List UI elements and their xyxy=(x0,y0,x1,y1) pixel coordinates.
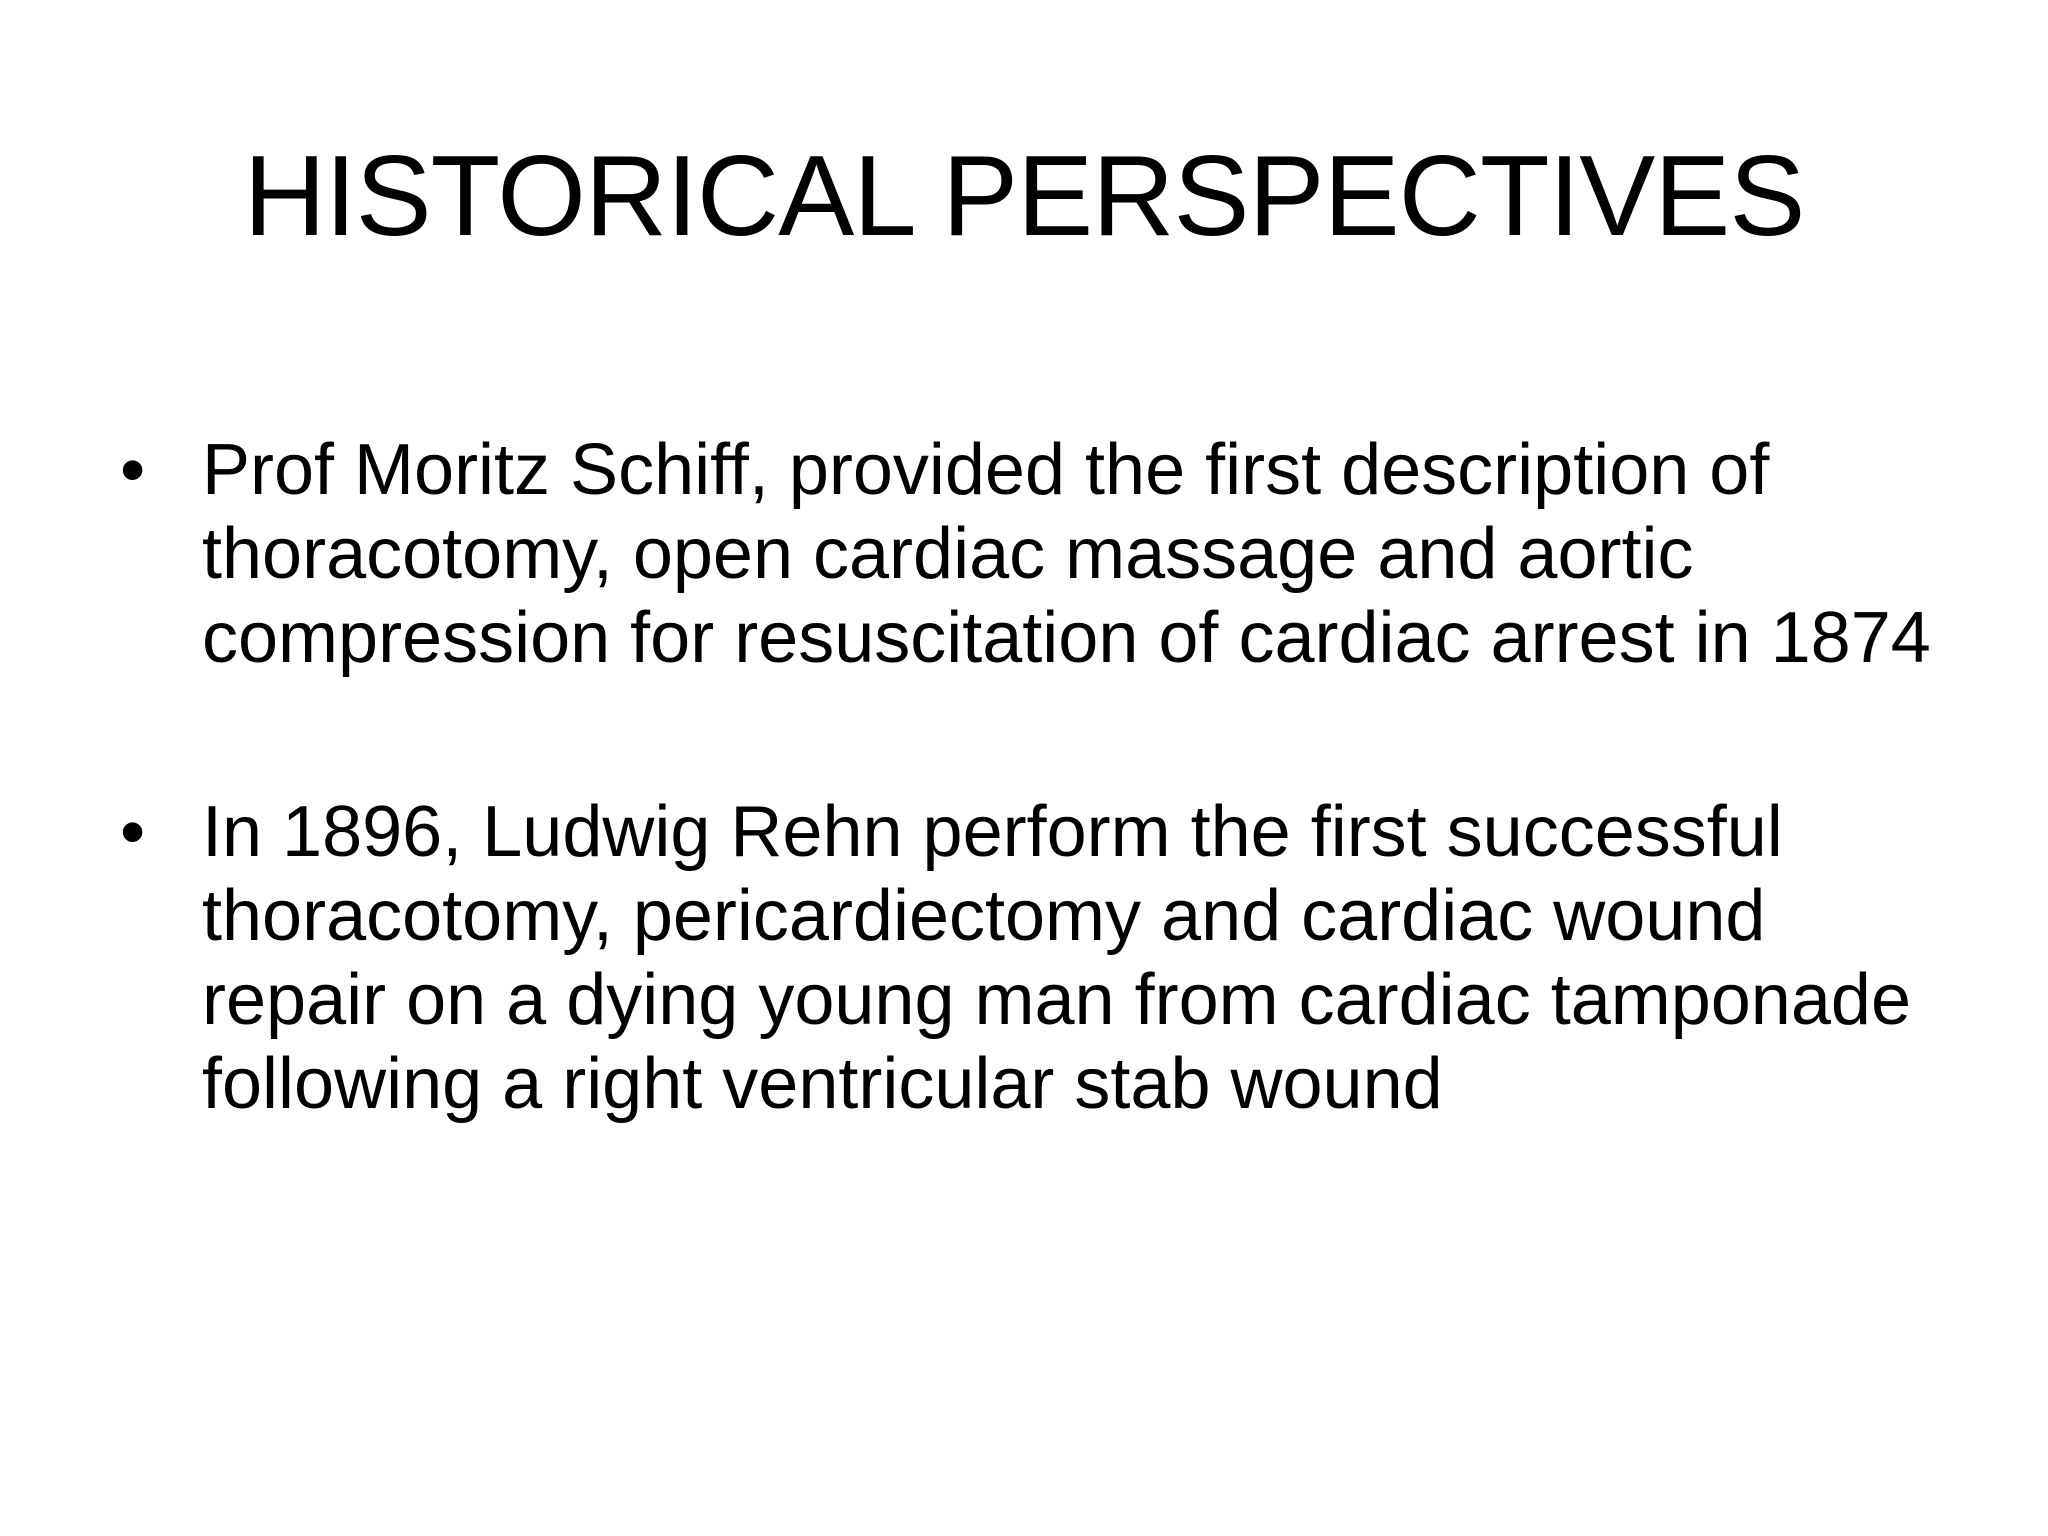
bullet-text: In 1896, Ludwig Rehn perform the first successful thoracotomy, pericardiectomy and cardiac wound repair on a dying young man from cardiac tamponade following a right ventricular stab wound xyxy=(202,792,1911,1124)
bullet-icon: • xyxy=(120,792,146,872)
bullet-list xyxy=(120,428,1950,1126)
bullet-item xyxy=(120,790,1950,1126)
bullet-item xyxy=(120,428,1950,680)
bullet-icon: • xyxy=(120,430,146,510)
bullet-text: Prof Moritz Schiff, provided the first description of thoracotomy, open cardiac massage and aortic compression for resuscitation of cardiac arrest in 1874 xyxy=(202,430,1931,678)
slide-title: HISTORICAL PERSPECTIVES xyxy=(243,133,1805,260)
